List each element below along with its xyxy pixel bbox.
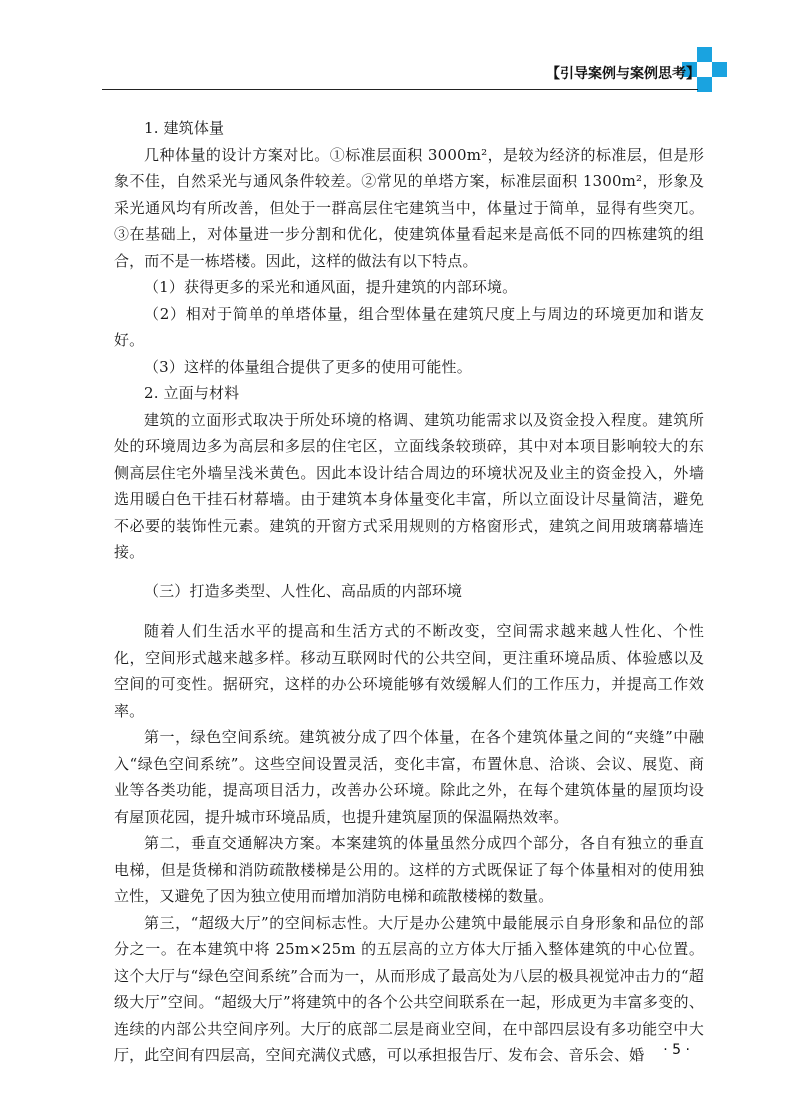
paragraph: 几种体量的设计方案对比。①标准层面积 3000m²，是较为经济的标准层，但是形象不佳，自然采光与通风条件较差。②常见的单塔方案，标准层面积 1300m²，形象及采光通风均有所改善，但处于一群高层住宅建筑当中，体量过于简单，显得有些突兀。③在基础上，对体量进一步分割和优化，使建筑体量看起来是高低不同的四栋建筑的组合，而不是一栋塔楼。因此，这样的做法有以下特点。 xyxy=(114,145,704,270)
paragraph: （2）相对于简单的单塔体量，组合型体量在建筑尺度上与周边的环境更加和谐友好。 xyxy=(114,304,704,349)
paragraph: （3）这样的体量组合提供了更多的使用可能性。 xyxy=(144,357,472,376)
paragraph: 建筑的立面形式取决于所处环境的格调、建筑功能需求以及资金投入程度。建筑所处的环境周边多为高层和多层的住宅区，立面线条较琐碎，其中对本项目影响较大的东侧高层住宅外墙呈浅米黄色。因此本设计结合周边的环境状况及业主的资金投入，外墙选用暖白色干挂石材幕墙。由于建筑本身体量变化丰富，所以立面设计尽量简洁，避免不必要的装饰性元素。建筑的开窗方式采用规则的方格窗形式，建筑之间用玻璃幕墙连接。 xyxy=(114,410,704,561)
paragraph: 第一，绿色空间系统。建筑被分成了四个体量，在各个建筑体量之间的“夹缝”中融入“绿色空间系统”。这些空间设置灵活，变化丰富，布置休息、洽谈、会议、展览、商业等各类功能，提高项目活力，改善办公环境。除此之外，在每个建筑体量的屋顶均设有屋顶花园，提升城市环境品质，也提升建筑屋顶的保温隔热效率。 xyxy=(114,728,704,826)
paragraph: 2. 立面与材料 xyxy=(144,384,240,402)
paragraph: 第三，“超级大厅”的空间标志性。大厅是办公建筑中最能展示自身形象和品位的部分之一。在本建筑中将 25m×25m 的五层高的立方体大厅插入整体建筑的中心位置。这个大厅与“绿色空间系统”合而为一，从而形成了最高处为八层的极具视觉冲击力的“超级大厅”空间。“超级大厅”将建筑中的各个公共空间联系在一起，形成更为丰富多变的、连续的内部公共空间序列。大厅的底部二层是商业空间，在中部四层设有多功能空中大厅，此空间有四层高，空间充满仪式感，可以承担报告厅、发布会、音乐会、婚 xyxy=(114,913,704,1064)
paragraph: 随着人们生活水平的提高和生活方式的不断改变，空间需求越来越人性化、个性化，空间形式越来越多样。移动互联网时代的公共空间，更注重环境品质、体验感以及空间的可变性。据研究，这样的办公环境能够有效缓解人们的工作压力，并提高工作效率。 xyxy=(114,622,704,720)
paragraph: （1）获得更多的采光和通风面，提升建筑的内部环境。 xyxy=(144,278,518,296)
page-number: · 5 · xyxy=(663,1042,690,1058)
paragraph: 第二，垂直交通解决方案。本案建筑的体量虽然分成四个部分，各自有独立的垂直电梯，但是货梯和消防疏散楼梯是公用的。这样的方式既保证了每个体量相对的使用独立性，又避免了因为独立使用而增加消防电梯和疏散楼梯的数量。 xyxy=(114,834,704,905)
header-divider xyxy=(102,89,698,90)
page-body xyxy=(114,115,704,1069)
paragraph: 1. 建筑体量 xyxy=(144,119,225,137)
header-label: 【引导案例与案例思考】 xyxy=(546,66,700,82)
section-heading: （三）打造多类型、人性化、高品质的内部环境 xyxy=(144,581,463,600)
